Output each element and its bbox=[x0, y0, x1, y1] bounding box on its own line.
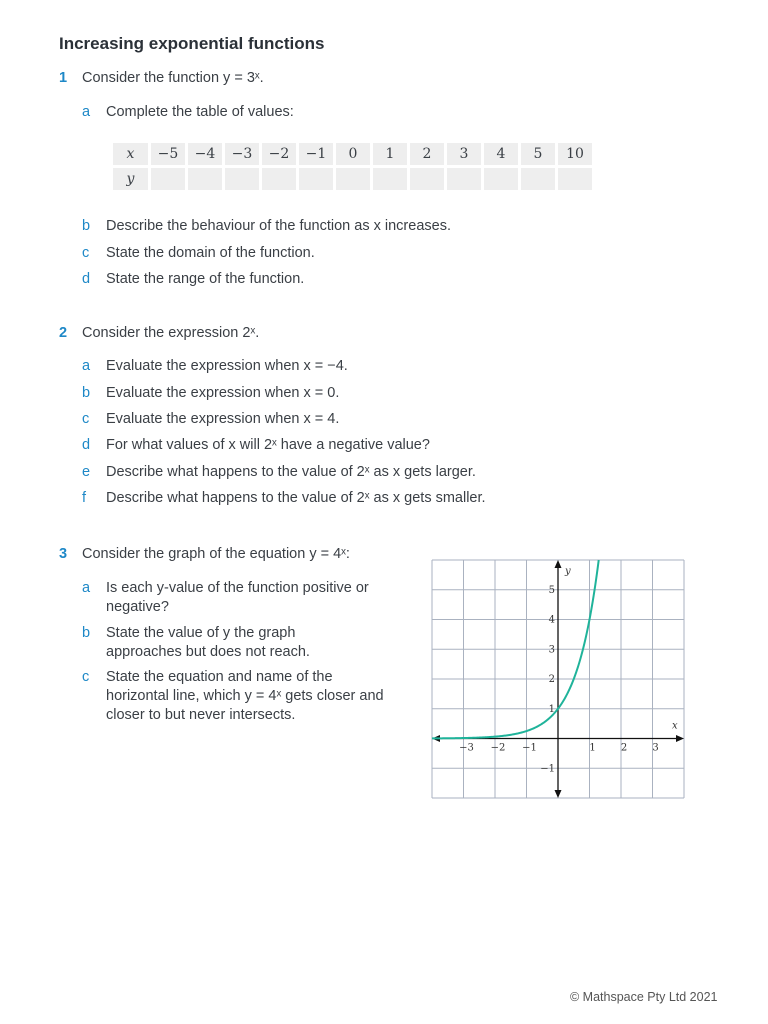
part-text: Describe the behaviour of the function as x increases. bbox=[106, 218, 451, 234]
question-number: 3 bbox=[59, 546, 68, 562]
exponential-graph bbox=[430, 558, 686, 800]
part-text: Evaluate the expression when x = 0. bbox=[106, 385, 340, 401]
x-value-cell: −3 bbox=[225, 143, 259, 165]
part-text: State the domain of the function. bbox=[106, 245, 315, 261]
y-value-input-cell[interactable] bbox=[447, 168, 481, 190]
y-axis-arrow-down bbox=[555, 790, 562, 798]
part-text: Is each y-value of the function positive or negative? bbox=[106, 580, 369, 615]
x-value-cell: 10 bbox=[558, 143, 592, 165]
part-text: Complete the table of values: bbox=[106, 104, 294, 120]
y-value-input-cell[interactable] bbox=[188, 168, 222, 190]
y-header: y bbox=[113, 168, 148, 190]
y-row bbox=[113, 168, 592, 190]
y-value-input-cell[interactable] bbox=[558, 168, 592, 190]
y-value-input-cell[interactable] bbox=[299, 168, 333, 190]
part-label: c bbox=[82, 669, 90, 685]
part-label: f bbox=[82, 490, 87, 506]
x-tick-label: −3 bbox=[459, 742, 474, 754]
y-value-input-cell[interactable] bbox=[521, 168, 555, 190]
part-text: State the value of y the graph approaches but does not reach. bbox=[106, 625, 310, 660]
x-value-cell: −2 bbox=[262, 143, 296, 165]
x-value-cell: 1 bbox=[373, 143, 407, 165]
part-label: a bbox=[82, 358, 91, 374]
part-text: State the range of the function. bbox=[106, 271, 305, 287]
part-label: a bbox=[82, 104, 91, 120]
y-value-input-cell[interactable] bbox=[225, 168, 259, 190]
part-label: b bbox=[82, 625, 91, 641]
part-label: b bbox=[82, 385, 91, 401]
y-value-input-cell[interactable] bbox=[410, 168, 444, 190]
y-tick-label: 5 bbox=[548, 584, 555, 596]
y-tick-label: 1 bbox=[548, 703, 555, 715]
y-tick-label: 4 bbox=[548, 614, 555, 626]
x-axis-label: x bbox=[672, 720, 678, 732]
question-text: Consider the graph of the equation y = 4ˣ: bbox=[82, 546, 350, 562]
x-tick-label: −1 bbox=[522, 742, 537, 754]
y-tick-label: −1 bbox=[540, 763, 555, 775]
x-tick-label: 3 bbox=[652, 742, 659, 754]
y-value-input-cell[interactable] bbox=[336, 168, 370, 190]
part-label: d bbox=[82, 271, 91, 287]
x-header: x bbox=[113, 143, 148, 165]
x-value-cell: 0 bbox=[336, 143, 370, 165]
question-text: Consider the function y = 3ˣ. bbox=[82, 70, 264, 86]
part-text: For what values of x will 2ˣ have a negative value? bbox=[106, 437, 430, 453]
part-label: b bbox=[82, 218, 91, 234]
part-text: State the equation and name of the horizontal line, which y = 4ˣ gets closer and closer to but never intersects. bbox=[106, 669, 384, 723]
y-value-input-cell[interactable] bbox=[484, 168, 518, 190]
y-value-input-cell[interactable] bbox=[373, 168, 407, 190]
part-text: Describe what happens to the value of 2ˣ as x gets larger. bbox=[106, 464, 476, 480]
y-value-input-cell[interactable] bbox=[262, 168, 296, 190]
part-label: c bbox=[82, 245, 90, 261]
x-row bbox=[113, 143, 592, 165]
copyright-footer: © Mathspace Pty Ltd 2021 bbox=[570, 990, 718, 1004]
y-axis-arrow-up bbox=[555, 560, 562, 568]
x-value-cell: −5 bbox=[151, 143, 185, 165]
x-value-cell: 3 bbox=[447, 143, 481, 165]
x-tick-label: −2 bbox=[490, 742, 506, 754]
question-text: Consider the expression 2ˣ. bbox=[82, 325, 260, 341]
x-value-cell: −4 bbox=[188, 143, 222, 165]
y-tick-label: 3 bbox=[548, 644, 555, 656]
x-axis-arrow-right bbox=[676, 735, 684, 742]
x-value-cell: 4 bbox=[484, 143, 518, 165]
part-label: c bbox=[82, 411, 90, 427]
question-number: 1 bbox=[59, 70, 68, 86]
part-label: d bbox=[82, 437, 91, 453]
part-label: e bbox=[82, 464, 91, 480]
y-value-input-cell[interactable] bbox=[151, 168, 185, 190]
table-of-values bbox=[110, 140, 595, 193]
part-text: Evaluate the expression when x = −4. bbox=[106, 358, 348, 374]
x-value-cell: 2 bbox=[410, 143, 444, 165]
question-number: 2 bbox=[59, 325, 68, 341]
x-value-cell: −1 bbox=[299, 143, 333, 165]
part-text: Describe what happens to the value of 2ˣ as x gets smaller. bbox=[106, 490, 486, 506]
part-label: a bbox=[82, 580, 91, 596]
x-tick-label: 2 bbox=[620, 742, 628, 754]
page-title: Increasing exponential functions bbox=[59, 34, 325, 53]
y-axis-label: y bbox=[565, 566, 571, 577]
x-value-cell: 5 bbox=[521, 143, 555, 165]
x-tick-label: 1 bbox=[589, 742, 596, 754]
part-text: Evaluate the expression when x = 4. bbox=[106, 411, 340, 427]
y-tick-label: 2 bbox=[548, 674, 555, 685]
